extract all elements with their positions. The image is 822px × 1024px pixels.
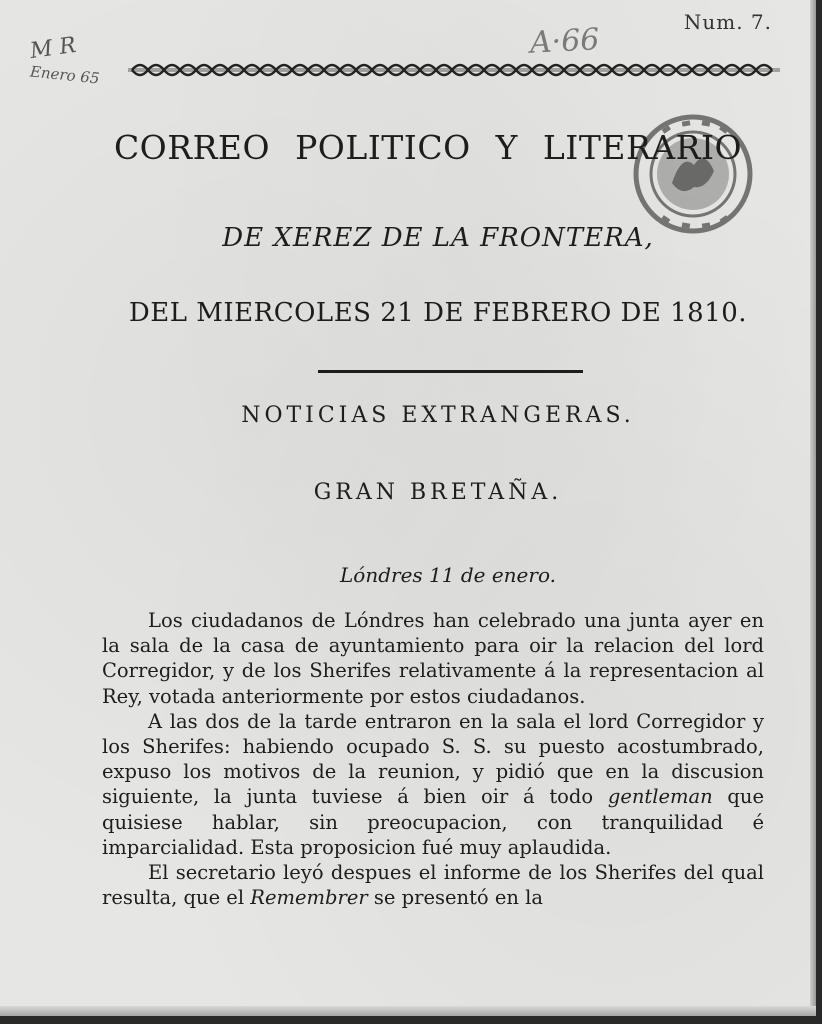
- section-heading: NOTICIAS EXTRANGERAS.: [241, 403, 635, 428]
- newspaper-title: CORREO POLITICO Y LITERARIO: [113, 128, 743, 167]
- dateline: Lóndres 11 de enero.: [340, 563, 556, 587]
- paragraph-2: A las dos de la tarde entraron en la sala el lord Corregidor y los Sherifes: habiendo ocupado S. S. su puesto acostumbrado, expuso los motivos de la reunion, y pidió que en la discusion siguiente, la junta tuviese á bien oir á todo gentleman que quisiese hablar, sin preocupacion, con tranquilidad é imparcialidad. Esta proposicion fué muy aplaudida.: [102, 709, 764, 859]
- title-divider: [318, 370, 583, 373]
- page-edge: [810, 0, 816, 1016]
- italic-term: gentleman: [607, 785, 713, 809]
- issue-number: Num. 7.: [683, 10, 772, 34]
- paragraph-3: El secretario leyó despues el informe de los Sherifes del qual resulta, que el Remembrer se presentó en la: [102, 861, 764, 910]
- country-heading: GRAN BRETAÑA.: [313, 480, 563, 505]
- ornamental-border: [128, 58, 780, 82]
- article-body: [102, 608, 764, 910]
- issue-date: DEL MIERCOLES 21 DE FEBRERO DE 1810.: [128, 298, 748, 328]
- handwritten-note-mr: M R: [28, 32, 78, 65]
- page-bottom-edge: [0, 1006, 816, 1016]
- handwritten-note-enero: Enero 65: [29, 62, 101, 88]
- handwritten-catalog-mark: A·66: [529, 22, 601, 61]
- paragraph-1: Los ciudadanos de Lóndres han celebrado una junta ayer en la sala de la casa de ayuntamiento para oir la relacion del lord Corregidor, y de los Sherifes relativamente á la representacion al Rey, votada anteriormente por estos ciudadanos.: [102, 609, 764, 708]
- italic-term: Remembrer: [250, 886, 368, 910]
- newspaper-subtitle: DE XEREZ DE LA FRONTERA,: [222, 223, 654, 253]
